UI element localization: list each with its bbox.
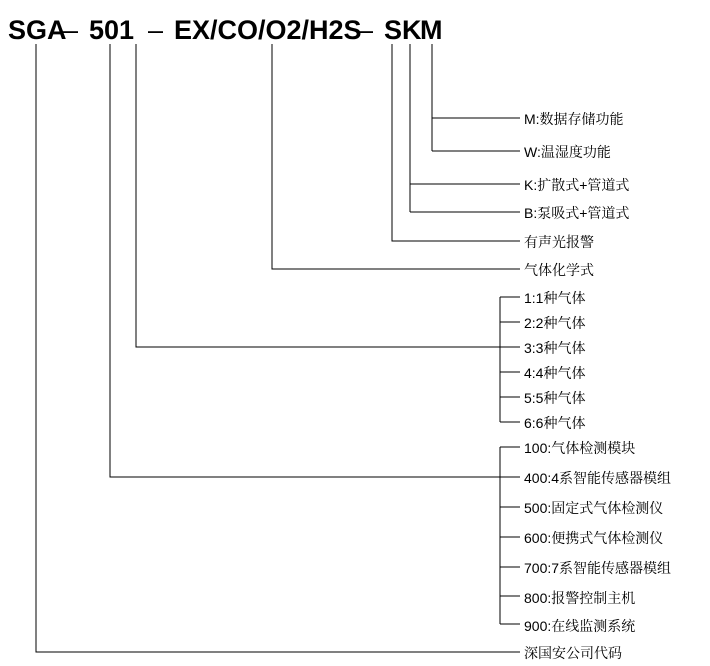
label-series-400: 400:4系智能传感器模组	[524, 470, 672, 486]
label-sensor-principle: 气体化学式	[524, 262, 594, 278]
model-token-501: 501	[89, 15, 135, 45]
model-separator-2: –	[148, 15, 164, 45]
label-series-600: 600:便携式气体检测仪	[524, 530, 664, 546]
model-token-gases: EX/CO/O2/H2S	[174, 15, 362, 45]
label-company-code: 深国安公司代码	[524, 645, 622, 661]
label-sampling-type-k: K:扩散式+管道式	[524, 177, 630, 193]
model-token-sga: SGA	[8, 15, 67, 45]
label-series-700: 700:7系智能传感器模组	[524, 560, 672, 576]
label-series-100: 100:气体检测模块	[524, 440, 636, 456]
model-separator-1: –	[63, 15, 79, 45]
label-sampling-type-b: B:泵吸式+管道式	[524, 205, 630, 221]
label-gas-count-4: 4:4种气体	[524, 365, 586, 381]
model-token-sk: SK	[384, 15, 422, 45]
label-gas-count-1: 1:1种气体	[524, 290, 586, 306]
label-gas-count-3: 3:3种气体	[524, 340, 586, 356]
label-series-800: 800:报警控制主机	[524, 590, 636, 606]
label-series-500: 500:固定式气体检测仪	[524, 500, 664, 516]
label-series-900: 900:在线监测系统	[524, 618, 636, 634]
label-storage-function-m: M:数据存储功能	[524, 111, 624, 127]
model-separator-3: –	[358, 15, 374, 45]
label-gas-count-5: 5:5种气体	[524, 390, 586, 406]
label-gas-count-2: 2:2种气体	[524, 315, 586, 331]
label-gas-count-6: 6:6种气体	[524, 415, 586, 431]
model-token-m: M	[420, 15, 443, 45]
label-alarm-type: 有声光报警	[524, 234, 594, 250]
label-storage-function-w: W:温湿度功能	[524, 144, 611, 160]
